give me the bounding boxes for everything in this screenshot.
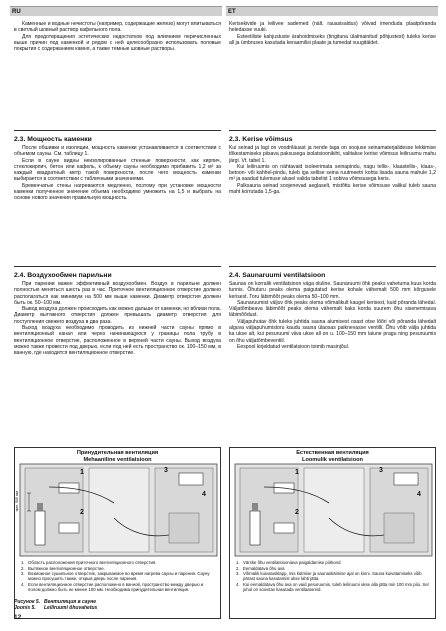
ru-s23-p1: После обшивки и изоляции, мощность каменки устанавливается в соответствии с объемом сауны. См. таблицу 1. — [14, 145, 221, 158]
min-500mm-label: мин. 500 мм — [15, 491, 19, 512]
caption-ru-text: Вентиляция в сауне — [44, 599, 97, 605]
et-s23-title: 2.3. Kerise võimsus — [229, 136, 293, 143]
diagram-label-4: 4 — [417, 491, 421, 498]
figure-panel-natural-ventilation — [229, 447, 436, 619]
et-s23-p1: Kui seinad ja lagi on voodriläuast ja nende taga on soojuse seinamaterjalidesse lekkimise tõkestamiseks piisava paksusega isolatsioonikiht, valitakse kerise võimsus leiliruumu mahu järgi. Vt. tabel 1. — [229, 145, 436, 164]
legend-num: 4. — [236, 581, 240, 587]
legend-num: 2. — [21, 565, 25, 571]
ru-s23-title: 2.3. Мощность каменки — [14, 136, 92, 143]
ru-section-divider-2 — [14, 266, 221, 267]
legend-text: Värske õhu ventilatsiooniava paigaldamise piirkond — [243, 560, 341, 565]
fig-natural-legend — [236, 560, 431, 592]
fig-natural-title: Естественная вентиляция — [296, 450, 369, 456]
legend-row — [236, 582, 431, 592]
legend-text: Kui eemaldatava õhu ava on vaid pesuruumis, tuleb leiliruumi ukse alla jätta min 100 mm pilu. Sel juhul on soovitav kasutada ventilaatoreid. — [243, 581, 429, 592]
ru-section-divider-1 — [14, 130, 221, 131]
ru-s24-title: 2.4. Воздухообмен парильни — [14, 272, 112, 279]
language-tag-ru: RU — [12, 9, 21, 15]
et-s24-p1: Saunas on korralik ventilatsioon väga oluline. Saunaruumi õhk peaks vahetuma kuus korda tunnis. Õhuturu peaks olema paigutatud kerise kohale vähemalt 500 mm kõrgusele kerisest. Toru läbimõõt peaks olema 50–100 mm. — [229, 281, 436, 300]
et-intro — [229, 21, 436, 46]
legend-text: Область расположения приточного вентиляционного отверстия. — [28, 560, 157, 565]
legend-text: Eemaldatava õhu ava — [243, 565, 285, 571]
legend-row — [236, 566, 431, 571]
legend-num: 2. — [236, 565, 240, 571]
et-s24-title: 2.4. Saunaruumi ventilatsioon — [229, 272, 326, 279]
legend-row — [21, 566, 216, 571]
legend-num: 1. — [21, 560, 25, 565]
language-bar-et — [226, 6, 438, 16]
legend-row — [21, 582, 216, 592]
caption-et-text: Leiliruumi õhuvahetus — [44, 605, 98, 611]
legend-text: Если вентиляционное отверстие расположено в ванной, пространство между дверью и полом должно быть не менее 100 мм. Необходима принудительная вентиляция. — [28, 581, 204, 592]
language-tag-et: ET — [228, 9, 236, 15]
et-section-divider-1 — [229, 130, 436, 131]
fig-natural-subtitle: Loomulik ventilatsioon — [302, 456, 363, 463]
caption-et-number: Joonis 5. — [14, 605, 36, 611]
et-s24-p4: Eespool kirjeldatud ventilatsioon toimib masinjõul. — [237, 343, 350, 350]
diagram-label-1: 1 — [80, 469, 84, 476]
ru-section-2-4 — [14, 272, 221, 357]
language-bar-ru — [10, 6, 222, 16]
ru-s24-p3: Выход воздуха необходимо проводить из нижней части сауны прямо в вентиляционный канал или через начинающуюся у границы пола трубу в вентиляционное отверстие, расположенное в верхней части сауны. Выход воздуха можно также провести под дверью, если под ней есть пространство ок. 100–150 мм, в ванную, где находится вентиляционное отверстие. — [14, 325, 221, 357]
fig-forced-subtitle: Mehaaniline ventilatsioon — [83, 456, 152, 463]
legend-num: 1. — [236, 560, 240, 565]
legend-row — [236, 560, 431, 565]
diagram-label-3: 3 — [164, 467, 168, 474]
figure-panel-forced-ventilation — [14, 447, 221, 619]
ru-section-2-3 — [14, 136, 221, 202]
diagram-label-4: 4 — [202, 491, 206, 498]
et-s23-p2: Kui leiliruumis on nähtavaid isoleerimata seinapindu, nagu tellis-, klaastellis-, klaas-, betoon- või kahhel-pindu, tuleb iga sellise seina ruutmeetri kohta lisada sauna mahule 1,2 m³ ja saadud tulemuse alusel valida tabelist 1 sobiva võimsusega keris. — [229, 163, 436, 183]
fig-forced-title: Принудительная вентиляция — [76, 450, 159, 456]
legend-num: 3. — [236, 571, 240, 576]
ru-s23-p2: Если в сауне видны неизолированные стенные поверхности, как кирпич, стеклокирпич, бетон или кафель, к объему сауны необходимо прибавить 1,2 м³ за каждый квадратный метр такой поверхности, после чего мощность каменки выбирается в соответствии с табличными значениями. — [14, 157, 221, 183]
sauna-diagram-natural — [234, 463, 433, 557]
et-s24-p2: Saunaruumist väljuv õhk peaks olema võimalikult kaugel kerisest, kuid põranda lähedal. Väljatõmbeava läbimõõt peaks olema vähemalt kaks korda suurem õhu sisenemisava läbimõõdust. — [229, 299, 436, 319]
ru-intro — [14, 21, 221, 52]
et-section-2-4 — [229, 272, 436, 350]
et-s23-p3: Palksauna seinad soojenevad aeglaselt, mistõttu kerise võimsuse valikul tuleb sauna maht korrutada 1,5-ga. — [229, 182, 436, 196]
diagram-label-2: 2 — [80, 509, 84, 516]
ru-s24-p1: При парении важен эффективный воздухообмен. Воздух в парильне должен полностью меняться шесть раз в час. Приточное вентиляционное отверстие должно располагаться как минимум на 500 мм выше каменки. Диаметр отверстия должен быть ок. 50–100 мм. — [14, 281, 221, 306]
legend-row — [21, 560, 216, 565]
caption-ru-number: Рисунок 5. — [14, 599, 41, 605]
et-section-divider-2 — [229, 266, 436, 267]
ru-intro-p1: Каменные и водные нечистоты (например, содержащие железо) могут впитываться в светлый шовный раствор кафельного пола. — [14, 21, 221, 34]
fig-forced-legend — [21, 560, 216, 592]
legend-row — [236, 571, 431, 581]
diagram-label-3: 3 — [379, 467, 383, 474]
sauna-diagram-forced — [19, 463, 218, 557]
diagram-label-1: 1 — [295, 469, 299, 476]
legend-num: 3. — [21, 571, 25, 576]
legend-num: 4. — [21, 581, 25, 587]
legend-row — [21, 571, 216, 581]
ru-s23-p3: Бревенчатые стены нагреваются медленно, поэтому при установке мощности каменки полученное значение объема необходимо умножить на 1,5 и выбрать на основе нового значения правильную мощность. — [14, 182, 221, 202]
et-intro-p1: Kerisekivide ja leilivee sademed (nält. rauasisaldus) võivad imenduda plaatpõranda heledasse vuuki. — [229, 21, 436, 34]
ru-intro-p2: Для предотвращения эстетических недостатков под влиянием перечисленных выше причин под каменкой и рядом с ней целесообразно использовать половые покрытия с содержанием камня, а также темные шовные растворы. — [14, 33, 221, 53]
diagram-label-2: 2 — [295, 509, 299, 516]
et-s24-p3: Väljapuhutav õhk tuleks juhtida sauna alumisest osast otse lõõri või põranda lähedalt alguva väljapuhumistoru kaudu sauna ülaosas paiknevasse ventilli. Õhu võib välja juhtida ka ukse alt, kui pesuruumi viiva ukse all on u. 100–150 mm laiune pragu ning pesuruumis on õhu väljatõmbeventiil. — [229, 318, 436, 344]
legend-text: Võimalik kuivatusklapp, mis kütmise ja saunaskäimise ajal on kinni. Sauna kuivatamiseks võib pärast sauna kasutamist ukse lahti jätta. — [243, 571, 422, 581]
legend-text: Вытяжное вентиляционное отверстие. — [28, 565, 106, 571]
figure-caption — [14, 599, 97, 611]
legend-text: Возможное сушильное отверстие, закрываемое во время нагрева сауны и парения. Сауну можно просушить также, открыв дверь после парения. — [28, 571, 210, 581]
et-intro-p2: Esteetiliste kahjustuste ärahoidmiseks (tingituna ülalmainitud põhjustest) tuleks kerise all ja ümbruses kasutada keraamilisi plaate ja tumedat vuugitäidet. — [229, 33, 436, 46]
ru-s24-p2: Вывод воздуха должен происходить как можно дальше от каменки, но вблизи пола. Диаметр вытяжного отверстия должен превышать диаметр отверстия для поступления свежего воздуха в два раза. — [14, 306, 221, 325]
page-number: 12 — [14, 614, 22, 621]
et-section-2-3 — [229, 136, 436, 195]
